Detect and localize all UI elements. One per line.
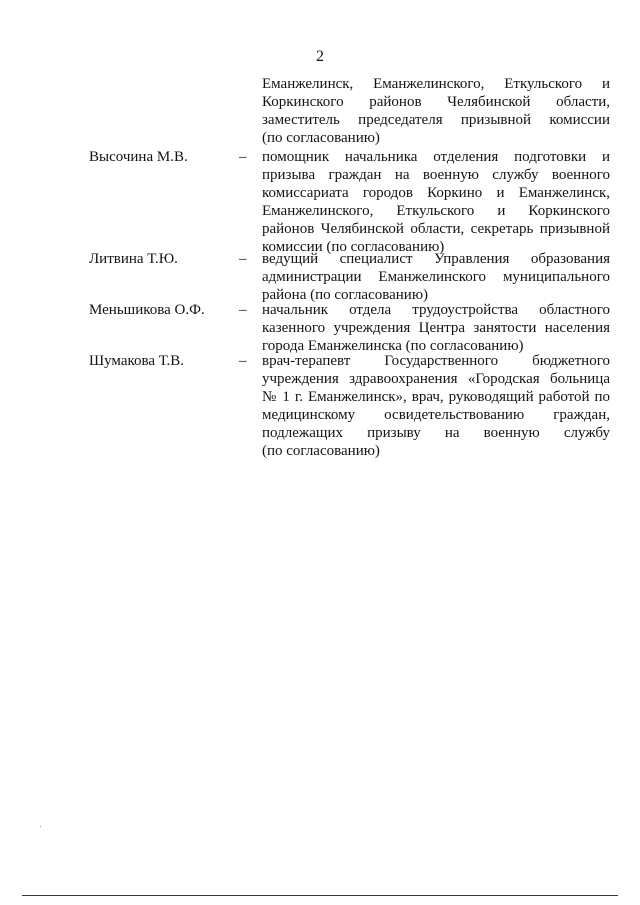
- description-line: начальник отдела трудоустройства областного: [262, 302, 610, 318]
- description-line: призыва граждан на военную службу военного: [262, 167, 610, 183]
- scan-speck: [40, 826, 41, 827]
- description-line: ведущий специалист Управления образования: [262, 251, 610, 267]
- description-line: комиссии (по согласованию): [262, 239, 445, 255]
- description-line: комиссариата городов Коркино и Еманжелинск,: [262, 185, 610, 201]
- description-line: администрации Еманжелинского муниципального: [262, 269, 610, 285]
- description-line: Еманжелинского, Еткульского и Коркинского: [262, 203, 610, 219]
- member-description: [262, 352, 610, 460]
- description-line: Еманжелинск, Еманжелинского, Еткульского и: [262, 76, 610, 92]
- page-number: 2: [316, 48, 324, 65]
- member-description: [262, 148, 610, 256]
- dash-separator: –: [239, 302, 247, 318]
- member-name: Высочина М.В.: [89, 149, 188, 165]
- continuation-description: [262, 75, 610, 147]
- description-line: района (по согласованию): [262, 287, 429, 303]
- description-line: города Еманжелинска (по согласованию): [262, 338, 524, 354]
- description-line: № 1 г. Еманжелинск», врач, руководящий работой по: [262, 389, 610, 405]
- description-line: врач-терапевт Государственного бюджетного: [262, 353, 610, 369]
- member-description: [262, 301, 610, 355]
- page-bottom-rule: [22, 895, 618, 896]
- description-line: подлежащих призыву на военную службу: [262, 425, 610, 441]
- description-line: заместитель председателя призывной комиссии: [262, 112, 610, 128]
- member-name: Меньшикова О.Ф.: [89, 302, 205, 318]
- dash-separator: –: [239, 353, 247, 369]
- member-description: [262, 250, 610, 304]
- description-line: районов Челябинской области, секретарь призывной: [262, 221, 610, 237]
- description-line: (по согласованию): [262, 130, 380, 146]
- dash-separator: –: [239, 149, 247, 165]
- dash-separator: –: [239, 251, 247, 267]
- member-name: Литвина Т.Ю.: [89, 251, 178, 267]
- member-name: Шумакова Т.В.: [89, 353, 184, 369]
- description-line: учреждения здравоохранения «Городская больница: [262, 371, 610, 387]
- description-line: Коркинского районов Челябинской области,: [262, 94, 610, 110]
- description-line: помощник начальника отделения подготовки и: [262, 149, 610, 165]
- description-line: медицинскому освидетельствованию граждан,: [262, 407, 610, 423]
- description-line: казенного учреждения Центра занятости населения: [262, 320, 610, 336]
- description-line: (по согласованию): [262, 443, 380, 459]
